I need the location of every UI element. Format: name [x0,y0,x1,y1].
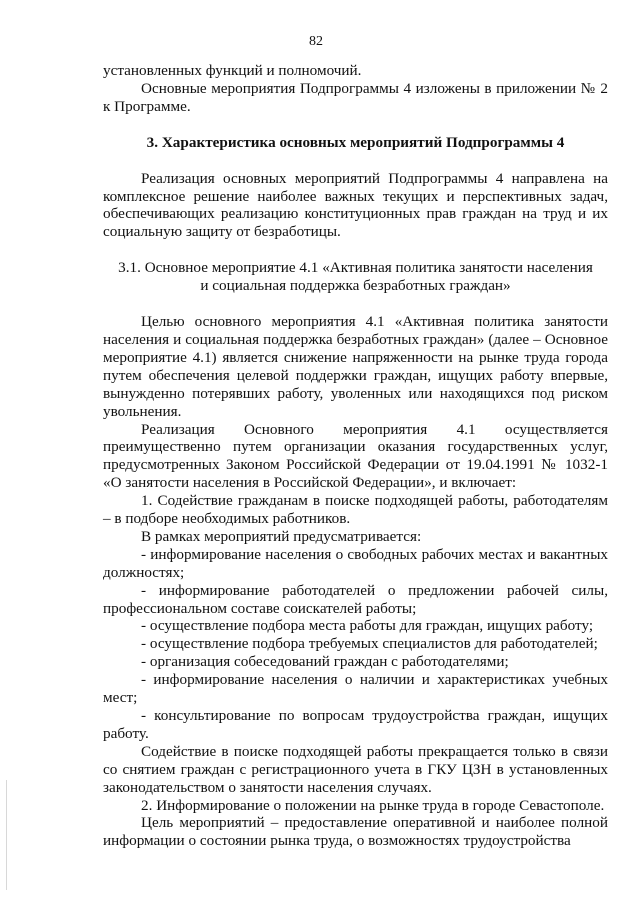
paragraph-item-2: 2. Информирование о положении на рынке труда в городе Севастополе. [141,796,605,814]
subsection-heading-line2: и социальная поддержка безработных граждан» [200,277,511,295]
paragraph-termination: Содействие в поиске подходящей работы прекращается только в связи со снятием граждан с регистрационного учета в ГКУ ЦЗН в установленных законодательством о занятости населения случаях. [103,742,608,796]
list-item: - информирование населения о свободных рабочих местах и вакантных должностях; [103,545,608,581]
scan-margin-mark [6,780,7,890]
page-number: 82 [309,34,323,49]
document-body [103,62,608,850]
subsection-heading-line1: 3.1. Основное мероприятие 4.1 «Активная политика занятости населения [118,259,593,277]
list-item: - осуществление подбора места работы для граждан, ищущих работу; [141,617,594,635]
subsection-heading [103,259,608,295]
paragraph-realization: Реализация Основного мероприятия 4.1 осуществляется преимущественно путем организации оказания государственных услуг, предусмотренных Законом Российской Федерации от 19.04.1991 № 1032-1 «О занятости населения в Российской Федерации», и включает: [103,420,608,492]
section-heading: 3. Характеристика основных мероприятий Подпрограммы 4 [146,133,565,151]
paragraph-continuation: установленных функций и полномочий. [103,62,362,79]
paragraph-main-activities: Основные мероприятия Подпрограммы 4 изложены в приложении № 2 к Программе. [103,79,608,115]
paragraph-item-1: 1. Содействие гражданам в поиске подходящей работы, работодателям – в подборе необходимых работников. [103,492,608,528]
paragraph-purpose: Цель мероприятий – предоставление оперативной и наиболее полной информации о состоянии рынка труда, о возможностях трудоустройства [103,814,608,850]
list-item: - организация собеседований граждан с работодателями; [141,653,509,671]
paragraph-implementation: Реализация основных мероприятий Подпрограммы 4 направлена на комплексное решение наиболее важных текущих и перспективных задач, обеспечивающих реализацию конституционных прав граждан на труд и их социальную защиту от безработицы. [103,169,608,241]
paragraph-provisions: В рамках мероприятий предусматривается: [141,527,422,545]
paragraph-goal: Целью основного мероприятия 4.1 «Активная политика занятости населения и социальная поддержка безработных граждан» (далее – Основное мероприятие 4.1) является снижение напряженности на рынке труда города путем обеспечения целевой поддержки граждан, ищущих работу впервые, вынужденно потерявших работу, уволенных или находящихся под риском увольнения. [103,313,608,420]
list-item: - информирование населения о наличии и характеристиках учебных мест; [103,671,608,707]
list-item: - информирование работодателей о предложении рабочей силы, профессиональном составе соискателей работы; [103,581,608,617]
list-item: - консультирование по вопросам трудоустройства граждан, ищущих работу. [103,707,608,742]
list-item: - осуществление подбора требуемых специалистов для работодателей; [141,635,598,653]
